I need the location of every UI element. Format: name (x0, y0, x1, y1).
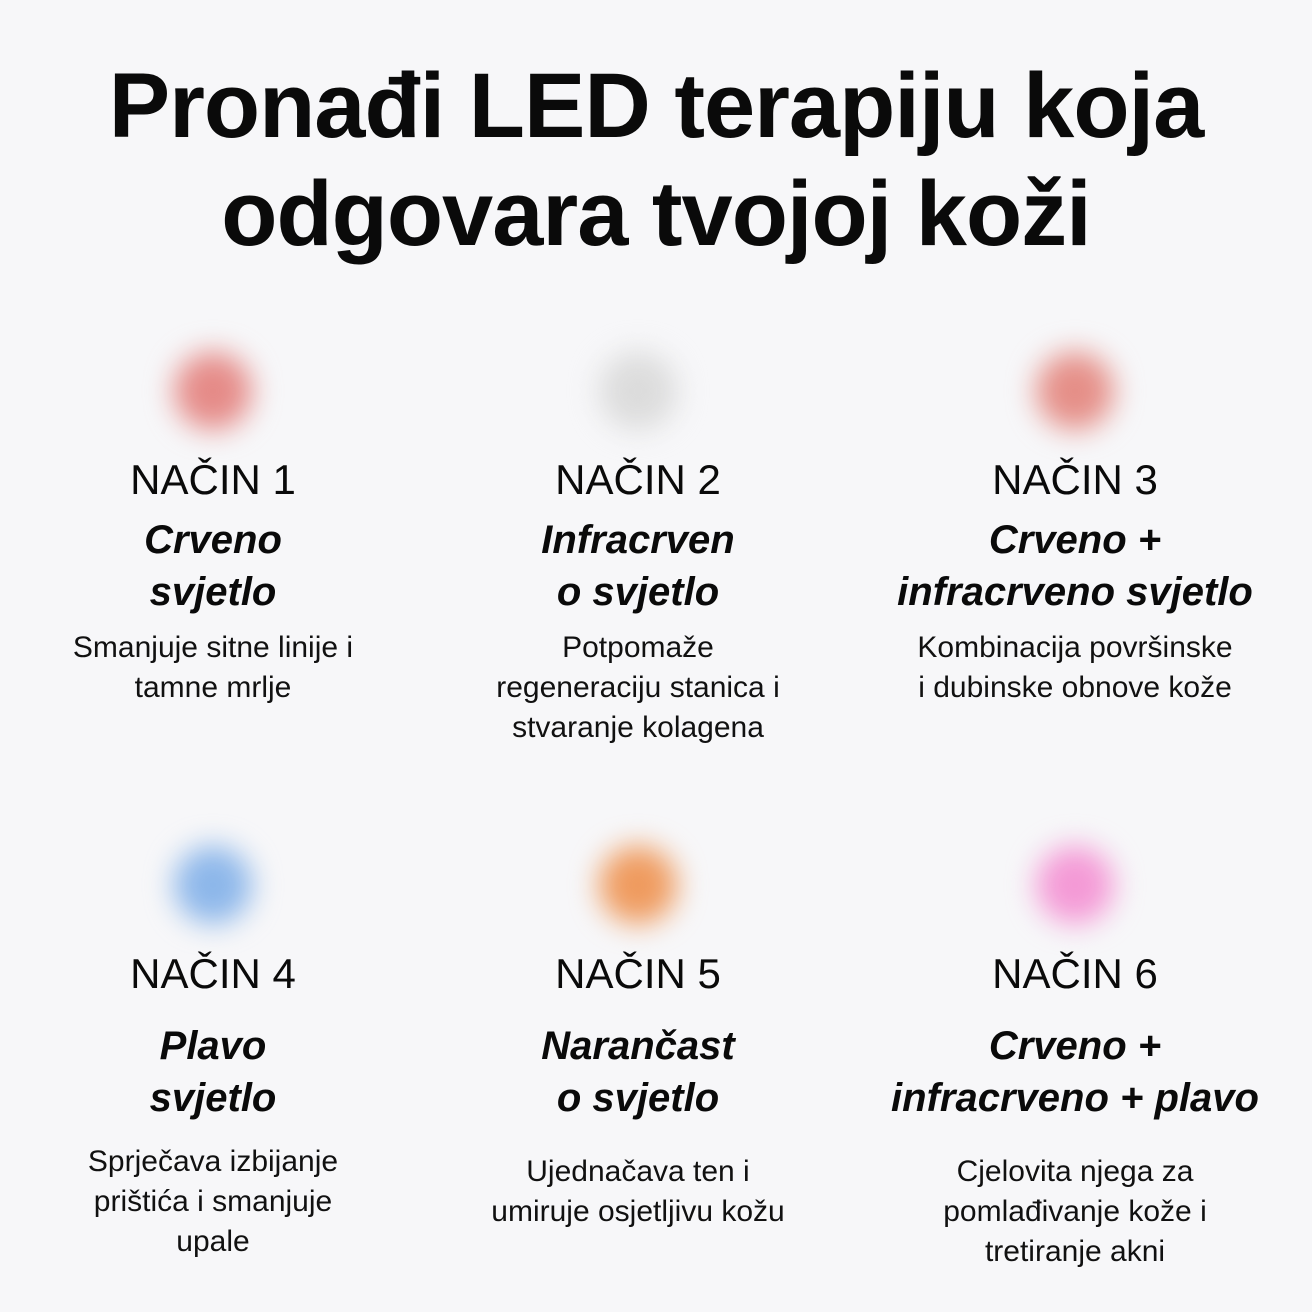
mode-description-line: regeneraciju stanica i (496, 671, 780, 704)
mode-card-3 (865, 340, 1285, 760)
mode-name-line: o svjetlo (556, 570, 720, 614)
mode-description (3, 1142, 423, 1262)
mode-label: NAČIN 1 (130, 456, 296, 503)
mode-name (3, 1020, 423, 1124)
mode-name (865, 514, 1285, 618)
infrared-light-glow-icon (599, 352, 677, 430)
mode-description-line: Cjelovita njega za (956, 1155, 1194, 1188)
mode-card-6 (865, 834, 1285, 1294)
red-infrared-blue-light-glow-icon (1036, 846, 1114, 924)
mode-label: NAČIN 2 (555, 456, 721, 503)
mode-description (428, 1152, 848, 1232)
mode-card-5 (428, 834, 848, 1294)
mode-description-line: pomlađivanje kože i (943, 1195, 1207, 1228)
mode-description-line: Sprječava izbijanje (87, 1145, 339, 1178)
mode-description (865, 628, 1285, 708)
mode-description-line: prištića i smanjuje (93, 1185, 333, 1218)
mode-description-line: tamne mrlje (134, 671, 292, 704)
red-infrared-light-glow-icon (1036, 352, 1114, 430)
mode-name-line: Infracrven (541, 518, 735, 562)
mode-name-line: Crveno + (988, 518, 1162, 562)
page-title-line-1: Pronađi LED terapiju koja (108, 55, 1204, 157)
mode-name-line: Crveno + (988, 1024, 1162, 1068)
mode-description-line: Potpomaže (562, 631, 714, 664)
mode-label: NAČIN 4 (130, 950, 296, 997)
mode-description (865, 1152, 1285, 1272)
mode-description-line: umiruje osjetljivu kožu (491, 1195, 785, 1228)
mode-name (3, 514, 423, 618)
mode-name-line: Narančast (541, 1024, 735, 1068)
orange-light-glow-icon (599, 846, 677, 924)
mode-label: NAČIN 5 (555, 950, 721, 997)
mode-name-line: svjetlo (149, 1076, 277, 1120)
mode-description-line: stvaranje kolagena (512, 711, 764, 744)
page-title-line-2: odgovara tvojoj koži (221, 163, 1091, 265)
red-light-glow-icon (174, 352, 252, 430)
mode-card-2 (428, 340, 848, 760)
mode-label: NAČIN 3 (992, 456, 1158, 503)
page-title (0, 52, 1312, 268)
mode-name-line: Plavo (159, 1024, 267, 1068)
mode-name (428, 514, 848, 618)
mode-description-line: Smanjuje sitne linije i (72, 631, 354, 664)
mode-name-line: infracrveno svjetlo (897, 570, 1253, 614)
mode-card-1 (3, 340, 423, 760)
mode-description-line: tretiranje akni (984, 1235, 1166, 1268)
mode-name-line: infracrveno + plavo (891, 1076, 1259, 1120)
mode-name-line: Crveno (144, 518, 282, 562)
mode-label: NAČIN 6 (992, 950, 1158, 997)
mode-description (428, 628, 848, 748)
mode-name (865, 1020, 1285, 1124)
mode-description-line: i dubinske obnove kože (918, 671, 1232, 704)
mode-description-line: Kombinacija površinske (917, 631, 1233, 664)
mode-name (428, 1020, 848, 1124)
mode-description-line: upale (176, 1225, 250, 1258)
mode-card-4 (3, 834, 423, 1294)
blue-light-glow-icon (174, 846, 252, 924)
mode-description (3, 628, 423, 708)
mode-name-line: o svjetlo (556, 1076, 720, 1120)
mode-name-line: svjetlo (149, 570, 277, 614)
mode-description-line: Ujednačava ten i (526, 1155, 750, 1188)
